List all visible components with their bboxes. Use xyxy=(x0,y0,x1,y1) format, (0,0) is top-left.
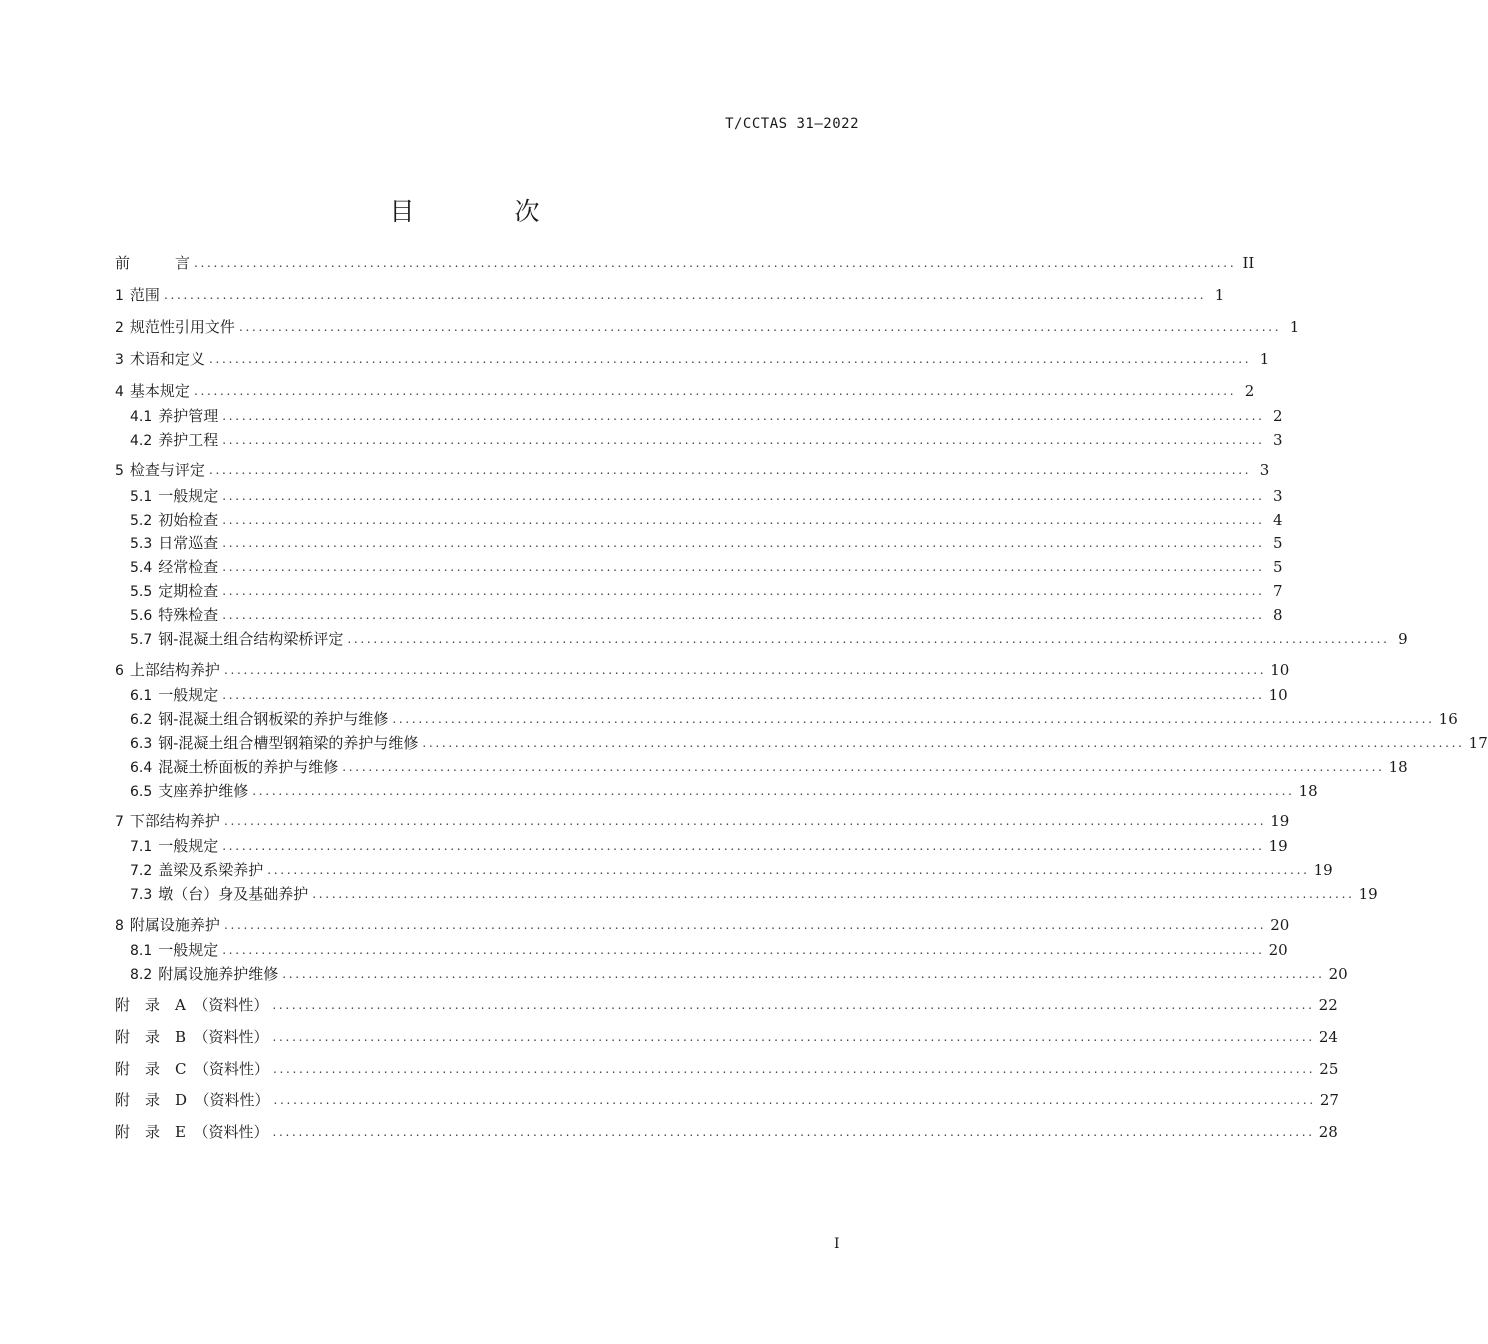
toc-entry-page: 19 xyxy=(1270,812,1290,830)
toc-entry[interactable] xyxy=(130,428,1283,452)
toc-entry-number: 6.2 xyxy=(130,711,153,728)
toc-entry-number: 7.2 xyxy=(130,862,153,879)
toc-leader-dots: ................................................................................................................................................................ xyxy=(163,288,1207,302)
toc-entry-title: 附 录 E （资料性） xyxy=(115,1123,269,1141)
toc-entry-number: 6 xyxy=(115,662,124,679)
toc-entry-title: 日常巡查 xyxy=(158,533,219,552)
toc-entry-label xyxy=(115,315,235,340)
toc-entry-page: 9 xyxy=(1398,630,1408,648)
toc-entry-page: 1 xyxy=(1259,350,1270,368)
toc-entry-number: 5.1 xyxy=(130,488,153,505)
toc-leader-dots: ................................................................................................................................................................ xyxy=(347,632,1390,646)
toc-entry[interactable] xyxy=(115,347,1270,371)
toc-entry-label xyxy=(130,627,343,652)
toc-entry-title: 养护管理 xyxy=(158,406,219,425)
toc-leader-dots: ................................................................................................................................................................ xyxy=(272,1062,1316,1076)
toc-entry-label xyxy=(115,993,268,1017)
toc-entry-label xyxy=(115,1120,268,1144)
toc-entry-page: 7 xyxy=(1273,582,1283,600)
toc-entry-title: 范围 xyxy=(129,285,160,304)
toc-entry-title: 附属设施养护维修 xyxy=(158,964,279,983)
toc-entry-page: 19 xyxy=(1313,861,1333,879)
toc-leader-dots: ................................................................................................................................................................ xyxy=(267,863,1310,877)
toc-entry[interactable] xyxy=(115,809,1290,833)
toc-entry-page: 16 xyxy=(1438,710,1458,728)
toc-entry-number: 5.2 xyxy=(130,512,153,529)
toc-entry-label xyxy=(130,731,418,756)
toc-entry-label xyxy=(115,809,220,834)
toc-entry-page: 1 xyxy=(1214,286,1225,304)
toc-entry-title: 钢-混凝土组合结构梁桥评定 xyxy=(158,629,344,648)
toc-entry-number: 6.5 xyxy=(130,783,153,800)
toc-entry-label xyxy=(130,779,248,804)
toc-leader-dots: ................................................................................................................................................................ xyxy=(208,352,1252,366)
toc-entry[interactable] xyxy=(130,962,1348,986)
toc-entry-page: 3 xyxy=(1259,461,1270,479)
toc-entry[interactable] xyxy=(115,658,1290,682)
toc-entry-number: 5.6 xyxy=(130,607,153,624)
toc-entry[interactable] xyxy=(130,882,1378,906)
toc-entry[interactable] xyxy=(115,1057,1339,1081)
toc-entry-title: 检查与评定 xyxy=(129,460,205,479)
toc-leader-dots: ................................................................................................................................................................ xyxy=(193,384,1237,398)
toc-leader-dots: ................................................................................................................................................................ xyxy=(282,967,1325,981)
page-number: I xyxy=(834,1236,840,1252)
toc-entry-number: 8.2 xyxy=(130,966,153,983)
toc-leader-dots: ................................................................................................................................................................ xyxy=(342,760,1385,774)
toc-entry-label xyxy=(130,858,263,883)
toc-leader-dots: ................................................................................................................................................................ xyxy=(208,463,1252,477)
toc-leader-dots: ................................................................................................................................................................ xyxy=(312,887,1355,901)
toc-entry[interactable] xyxy=(115,913,1290,937)
toc-entry-label xyxy=(130,404,218,429)
toc-entry[interactable] xyxy=(115,993,1338,1017)
toc-entry-title: 附属设施养护 xyxy=(129,915,220,934)
toc-entry-title: 术语和定义 xyxy=(129,349,205,368)
toc-entry-number: 6.4 xyxy=(130,759,153,776)
toc-entry-number: 7.3 xyxy=(130,886,153,903)
toc-entry-page: 17 xyxy=(1468,734,1488,752)
toc-entry[interactable] xyxy=(130,834,1288,858)
toc-entry-title: 一般规定 xyxy=(158,836,219,855)
toc-entry-label xyxy=(115,347,205,372)
toc-entry-title: 混凝土桥面板的养护与维修 xyxy=(158,757,339,776)
toc-entry-page: 5 xyxy=(1273,558,1283,576)
toc-entry-number: 1 xyxy=(115,287,124,304)
toc-entry-label xyxy=(115,458,205,483)
document-code: T/CCTAS 31—2022 xyxy=(725,116,859,132)
toc-entry-number: 8.1 xyxy=(130,942,153,959)
toc-entry-page: 5 xyxy=(1273,534,1283,552)
toc-entry-title: 钢-混凝土组合钢板梁的养护与维修 xyxy=(158,709,389,728)
toc-leader-dots: ................................................................................................................................................................ xyxy=(422,736,1465,750)
toc-entry-title: 附 录 C （资料性） xyxy=(115,1060,269,1078)
toc-entry-label xyxy=(130,579,218,604)
toc-entry-label xyxy=(130,508,218,533)
toc-entry-page: 18 xyxy=(1298,782,1318,800)
toc-entry-label xyxy=(130,484,218,509)
toc-leader-dots: ................................................................................................................................................................ xyxy=(222,489,1265,503)
toc-entry-page: 8 xyxy=(1273,606,1283,624)
toc-entry-page: 1 xyxy=(1289,318,1300,336)
toc-entry-page: 25 xyxy=(1319,1060,1339,1078)
toc-entry-title: 附 录 A （资料性） xyxy=(115,996,269,1014)
toc-entry-title: 规范性引用文件 xyxy=(129,317,235,336)
toc-entry-number: 4.2 xyxy=(130,432,153,449)
toc-leader-dots: ................................................................................................................................................................ xyxy=(272,1030,1315,1044)
toc-entry-label xyxy=(130,428,218,453)
toc-entry[interactable] xyxy=(130,683,1288,707)
toc-leader-dots: ................................................................................................................................................................ xyxy=(222,409,1265,423)
toc-entry-title: 下部结构养护 xyxy=(129,811,220,830)
toc-entry-label xyxy=(115,1025,269,1049)
toc-entry-title: 初始检查 xyxy=(158,510,219,529)
toc-leader-dots: ................................................................................................................................................................ xyxy=(222,513,1265,527)
toc-leader-dots: ................................................................................................................................................................ xyxy=(222,839,1265,853)
toc-leader-dots: ................................................................................................................................................................ xyxy=(223,918,1267,932)
toc-entry-page: 18 xyxy=(1388,758,1408,776)
toc-entry-number: 5.4 xyxy=(130,559,153,576)
toc-entry-page: 20 xyxy=(1328,965,1348,983)
toc-entry-label xyxy=(130,555,218,580)
toc-entry[interactable] xyxy=(130,858,1333,882)
toc-entry-page: 10 xyxy=(1270,661,1290,679)
toc-entry-label xyxy=(130,531,218,556)
toc-entry-page: 27 xyxy=(1319,1091,1339,1109)
toc-entry[interactable] xyxy=(130,484,1283,508)
toc-entry-number: 2 xyxy=(115,319,124,336)
toc-entry-label xyxy=(130,707,388,732)
toc-entry-number: 5.7 xyxy=(130,631,153,648)
toc-entry[interactable] xyxy=(115,458,1270,482)
toc-entry-number: 6.3 xyxy=(130,735,153,752)
toc-entry-label xyxy=(115,1088,270,1112)
toc-entry-label xyxy=(130,603,218,628)
toc-entry-title: 支座养护维修 xyxy=(158,781,249,800)
toc-leader-dots: ................................................................................................................................................................ xyxy=(194,256,1237,270)
toc-entry-page: 24 xyxy=(1318,1028,1338,1046)
toc-leader-dots: ................................................................................................................................................................ xyxy=(222,560,1265,574)
toc-leader-dots: ................................................................................................................................................................ xyxy=(272,1125,1315,1139)
toc-leader-dots: ................................................................................................................................................................ xyxy=(238,320,1282,334)
toc-entry[interactable] xyxy=(115,379,1255,403)
toc-entry-label xyxy=(115,658,220,683)
toc-entry-page: 10 xyxy=(1268,686,1288,704)
toc-leader-dots: ................................................................................................................................................................ xyxy=(222,433,1265,447)
toc-entry-label xyxy=(115,251,190,275)
toc-entry-page: 2 xyxy=(1273,407,1283,425)
toc-entry-label xyxy=(115,1057,269,1081)
toc-entry-number: 5.5 xyxy=(130,583,153,600)
toc-entry-number: 6.1 xyxy=(130,687,153,704)
toc-entry-number: 4.1 xyxy=(130,408,153,425)
toc-entry-title: 基本规定 xyxy=(129,381,190,400)
toc-entry-title: 一般规定 xyxy=(158,486,219,505)
toc-entry[interactable] xyxy=(130,779,1318,803)
toc-entry-number: 5.3 xyxy=(130,535,153,552)
toc-entry[interactable] xyxy=(130,627,1408,651)
toc-entry[interactable] xyxy=(130,531,1283,555)
toc-entry-page: 3 xyxy=(1273,487,1283,505)
toc-entry[interactable] xyxy=(130,579,1283,603)
toc-entry-number: 8 xyxy=(115,917,124,934)
toc-entry-label xyxy=(115,913,220,938)
toc-leader-dots: ................................................................................................................................................................ xyxy=(223,663,1267,677)
toc-entry-number: 4 xyxy=(115,383,124,400)
toc-entry-label xyxy=(115,283,160,308)
toc-entry[interactable] xyxy=(115,1088,1339,1112)
toc-entry[interactable] xyxy=(130,755,1408,779)
toc-entry[interactable] xyxy=(115,251,1255,275)
toc-entry-title: 特殊检查 xyxy=(158,605,219,624)
toc-entry-page: 28 xyxy=(1318,1123,1338,1141)
toc-entry[interactable] xyxy=(115,315,1300,339)
toc-leader-dots: ................................................................................................................................................................ xyxy=(222,536,1265,550)
toc-entry-label xyxy=(130,962,278,987)
toc-entry-title: 附 录 D （资料性） xyxy=(115,1091,270,1109)
toc-entry-title: 附 录 B （资料性） xyxy=(115,1028,269,1046)
toc-entry-page: 4 xyxy=(1273,511,1283,529)
toc-leader-dots: ................................................................................................................................................................ xyxy=(222,688,1265,702)
toc-entry-page: 20 xyxy=(1270,916,1290,934)
toc-entry[interactable] xyxy=(130,707,1458,731)
toc-entry[interactable] xyxy=(130,555,1283,579)
toc-entry[interactable] xyxy=(130,404,1283,428)
toc-entry-page: 19 xyxy=(1358,885,1378,903)
toc-entry-title: 上部结构养护 xyxy=(129,660,220,679)
toc-entry-label xyxy=(130,882,308,907)
toc-entry-page: 2 xyxy=(1244,382,1255,400)
toc-leader-dots: ................................................................................................................................................................ xyxy=(222,943,1265,957)
toc-entry-label xyxy=(130,834,218,859)
toc-entry[interactable] xyxy=(115,283,1225,307)
toc-entry-page: 20 xyxy=(1268,941,1288,959)
toc-entry-title: 钢-混凝土组合槽型钢箱梁的养护与维修 xyxy=(158,733,419,752)
toc-entry-title: 一般规定 xyxy=(158,685,219,704)
toc-entry[interactable] xyxy=(130,508,1283,532)
toc-entry-number: 3 xyxy=(115,351,124,368)
toc-leader-dots: ................................................................................................................................................................ xyxy=(252,784,1295,798)
toc-entry-label xyxy=(115,379,190,404)
toc-entry[interactable] xyxy=(130,938,1288,962)
toc-leader-dots: ................................................................................................................................................................ xyxy=(223,814,1267,828)
toc-entry-label xyxy=(130,755,338,780)
toc-entry[interactable] xyxy=(130,603,1283,627)
toc-leader-dots: ................................................................................................................................................................ xyxy=(392,712,1435,726)
toc-entry-title: 一般规定 xyxy=(158,940,219,959)
toc-entry-title: 定期检查 xyxy=(158,581,219,600)
toc-entry[interactable] xyxy=(115,1025,1338,1049)
toc-entry-number: 7 xyxy=(115,813,124,830)
toc-entry-page: 19 xyxy=(1268,837,1288,855)
toc-leader-dots: ................................................................................................................................................................ xyxy=(272,998,1315,1012)
toc-entry-page: 22 xyxy=(1318,996,1338,1014)
toc-entry-label xyxy=(130,683,218,708)
toc-entry-page: II xyxy=(1242,254,1255,272)
toc-leader-dots: ................................................................................................................................................................ xyxy=(273,1093,1316,1107)
toc-entry-number: 7.1 xyxy=(130,838,153,855)
toc-entry-page: 3 xyxy=(1273,431,1283,449)
toc-entry[interactable] xyxy=(115,1120,1338,1144)
toc-entry-number: 5 xyxy=(115,462,124,479)
page-title: 目 次 xyxy=(389,197,586,226)
toc-entry-title: 前 言 xyxy=(115,254,191,272)
toc-entry-title: 盖梁及系梁养护 xyxy=(158,860,264,879)
toc-leader-dots: ................................................................................................................................................................ xyxy=(222,584,1265,598)
toc-entry[interactable] xyxy=(130,731,1488,755)
toc-entry-label xyxy=(130,938,218,963)
toc-entry-title: 经常检查 xyxy=(158,557,219,576)
toc-entry-title: 墩（台）身及基础养护 xyxy=(158,884,309,903)
toc-entry-title: 养护工程 xyxy=(158,430,219,449)
toc-leader-dots: ................................................................................................................................................................ xyxy=(222,608,1265,622)
